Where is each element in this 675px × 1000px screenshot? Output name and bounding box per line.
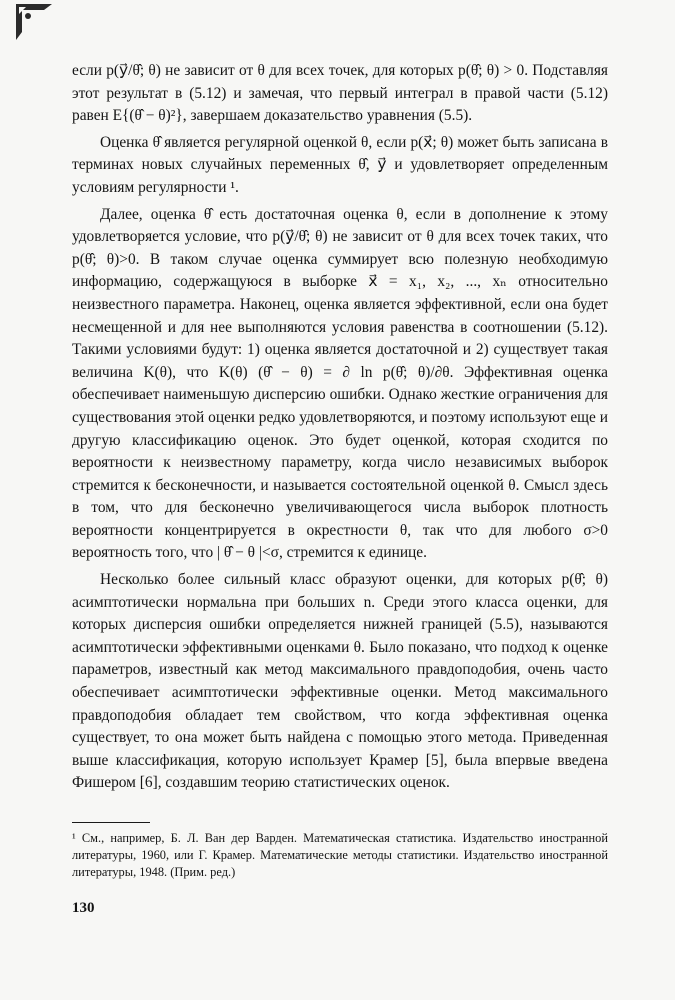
page-body: [72, 60, 608, 795]
paragraph-1: если p(y⃗/θ̂; θ) не зависит от θ для всех точек, для которых p(θ̂; θ) > 0. Подставляя этот результат в (5.12) и замечая, что первый интеграл в правой части (5.12) равен E{(θ̂ − θ)²}, завершаем доказательство уравнения (5.5).: [72, 62, 608, 125]
page-number: 130: [72, 900, 95, 916]
paragraph-3: Далее, оценка θ̂ есть достаточная оценка θ, если в дополнение к этому удовлетворяется условие, что p(y⃗/θ̂; θ) не зависит от θ для всех точек таких, что p(θ̂; θ)>0. В таком случае оценка суммирует всю полезную необходимую информацию, содержащуюся в выборке x⃗ = x₁, x₂, ..., xₙ относительно неизвестного параметра. Наконец, оценка является эффективной, если она будет несмещенной и для нее выполняются условия равенства в соотношении (5.12). Такими условиями будут: 1) оценка является достаточной и 2) существует такая величина K(θ), что K(θ) (θ̂ − θ) = ∂ ln p(θ̂; θ)/∂θ. Эффективная оценка обеспечивает наименьшую дисперсию ошибки. Однако жесткие ограничения для существования этой оценки редко удовлетворяются, и поэтому используют еще и другую классификацию оценок. Это будет оценкой, которая сходится по вероятности к неизвестному параметру, когда число независимых выборок стремится к бесконечности, и называется состоятельной оценкой θ. Смысл здесь в том, что для бесконечно увеличивающегося числа выборок плотность вероятности концентрируется в окрестности θ, так что для любого σ>0 вероятность того, что | θ̂ − θ |<σ, стремится к единице.: [72, 205, 608, 562]
footnote-divider: [72, 822, 150, 823]
corner-ornament: [14, 2, 54, 42]
paragraph-2: Оценка θ̂ является регулярной оценкой θ, если p(x⃗; θ) может быть записана в терминах новых случайных переменных θ̂, y⃗ и удовлетворяет определенным условиям регулярности ¹.: [72, 133, 608, 196]
footnote: ¹ См., например, Б. Л. Ван дер Варден. Математическая статистика. Издательство иностранной литературы, 1960, или Г. Крамер. Математические методы статистики. Издательство иностранной литературы, 1948. (Прим. ред.): [72, 831, 608, 880]
paragraph-4: Несколько более сильный класс образуют оценки, для которых p(θ̂; θ) асимптотически нормальна при больших n. Среди этого класса оценки, для которых дисперсия ошибки определяется нижней границей (5.5), называются асимптотически эффективными оценками θ. Было показано, что подход к оценке параметров, известный как метод максимального правдоподобия, очень часто обеспечивает асимптотически эффективные оценки. Метод максимального правдоподобия обладает тем свойством, что когда эффективная оценка существует, то она может быть найдена с помощью этого метода. Приведенная выше классификация, которую использует Крамер [5], была впервые введена Фишером [6], создавшим теорию статистических оценок.: [72, 571, 608, 792]
